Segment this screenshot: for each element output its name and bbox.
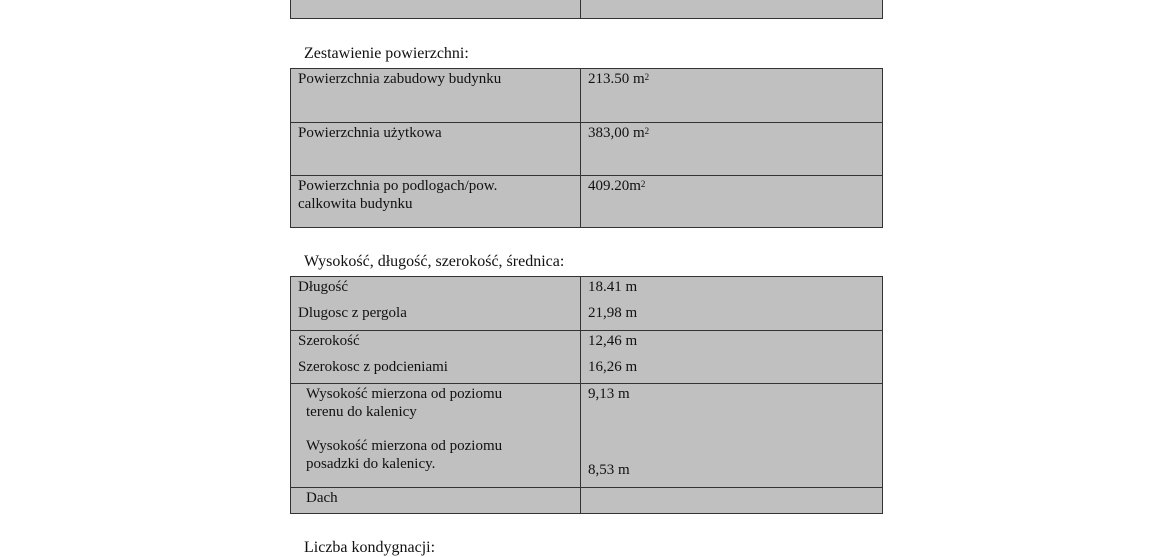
height-terrain-value: 9,13 m (588, 386, 630, 402)
table-row (291, 122, 882, 175)
table-row (291, 487, 882, 513)
length-pergola-label: Dlugosc z pergola (298, 305, 407, 321)
top-table-cell-left (291, 0, 581, 18)
height-terrain-label-line1: Wysokość mierzona od poziomu (306, 386, 503, 402)
length-pergola-value: 21,98 m (588, 305, 638, 321)
top-table-cell-right (581, 0, 882, 18)
table-row (291, 69, 882, 122)
dimension-value (581, 331, 882, 383)
dimension-label (291, 384, 581, 487)
top-table-fragment (290, 0, 883, 19)
width-label: Szerokość (298, 333, 360, 349)
width-value: 12,46 m (588, 333, 638, 349)
floors-heading: Liczba kondygnacji: (304, 539, 436, 556)
surface-value: 213.50 $m^2$ (588, 71, 650, 87)
surface-label: Powierzchnia użytkowa (291, 123, 581, 175)
length-label: Długość (298, 279, 348, 295)
dimension-value (581, 384, 882, 487)
surface-value: 383,00 $m^2$ (588, 125, 650, 141)
surface-label-line2: calkowita budynku (298, 196, 413, 212)
dimensions-heading: Wysokość, długość, szerokość, średnica: (304, 253, 565, 270)
table-row (291, 383, 882, 487)
dimension-label (291, 331, 581, 383)
table-row (291, 277, 882, 330)
dimension-label (291, 277, 581, 330)
surface-value: $409.20m^2$ (588, 178, 646, 194)
surface-label (291, 176, 581, 227)
table-row (291, 175, 882, 227)
height-floor-label-line2: posadzki do kalenicy. (306, 456, 436, 472)
surfaces-table (290, 68, 883, 228)
length-value: 18.41 m (588, 279, 638, 295)
surface-label: Powierzchnia zabudowy budynku (291, 69, 581, 122)
height-floor-label-line1: Wysokość mierzona od poziomu (306, 438, 503, 454)
width-arcade-value: 16,26 m (588, 359, 638, 375)
surface-label-line1: Powierzchnia po podlogach/pow. (298, 178, 498, 194)
surfaces-heading: Zestawienie powierzchni: (304, 45, 469, 62)
dimension-value (581, 277, 882, 330)
table-row (291, 330, 882, 383)
roof-value (581, 488, 882, 513)
height-terrain-label-line2: terenu do kalenicy (306, 404, 417, 420)
width-arcade-label: Szerokosc z podcieniami (298, 359, 448, 375)
roof-label: Dach (291, 488, 581, 513)
dimensions-table (290, 276, 883, 514)
height-floor-value: 8,53 m (588, 462, 630, 478)
